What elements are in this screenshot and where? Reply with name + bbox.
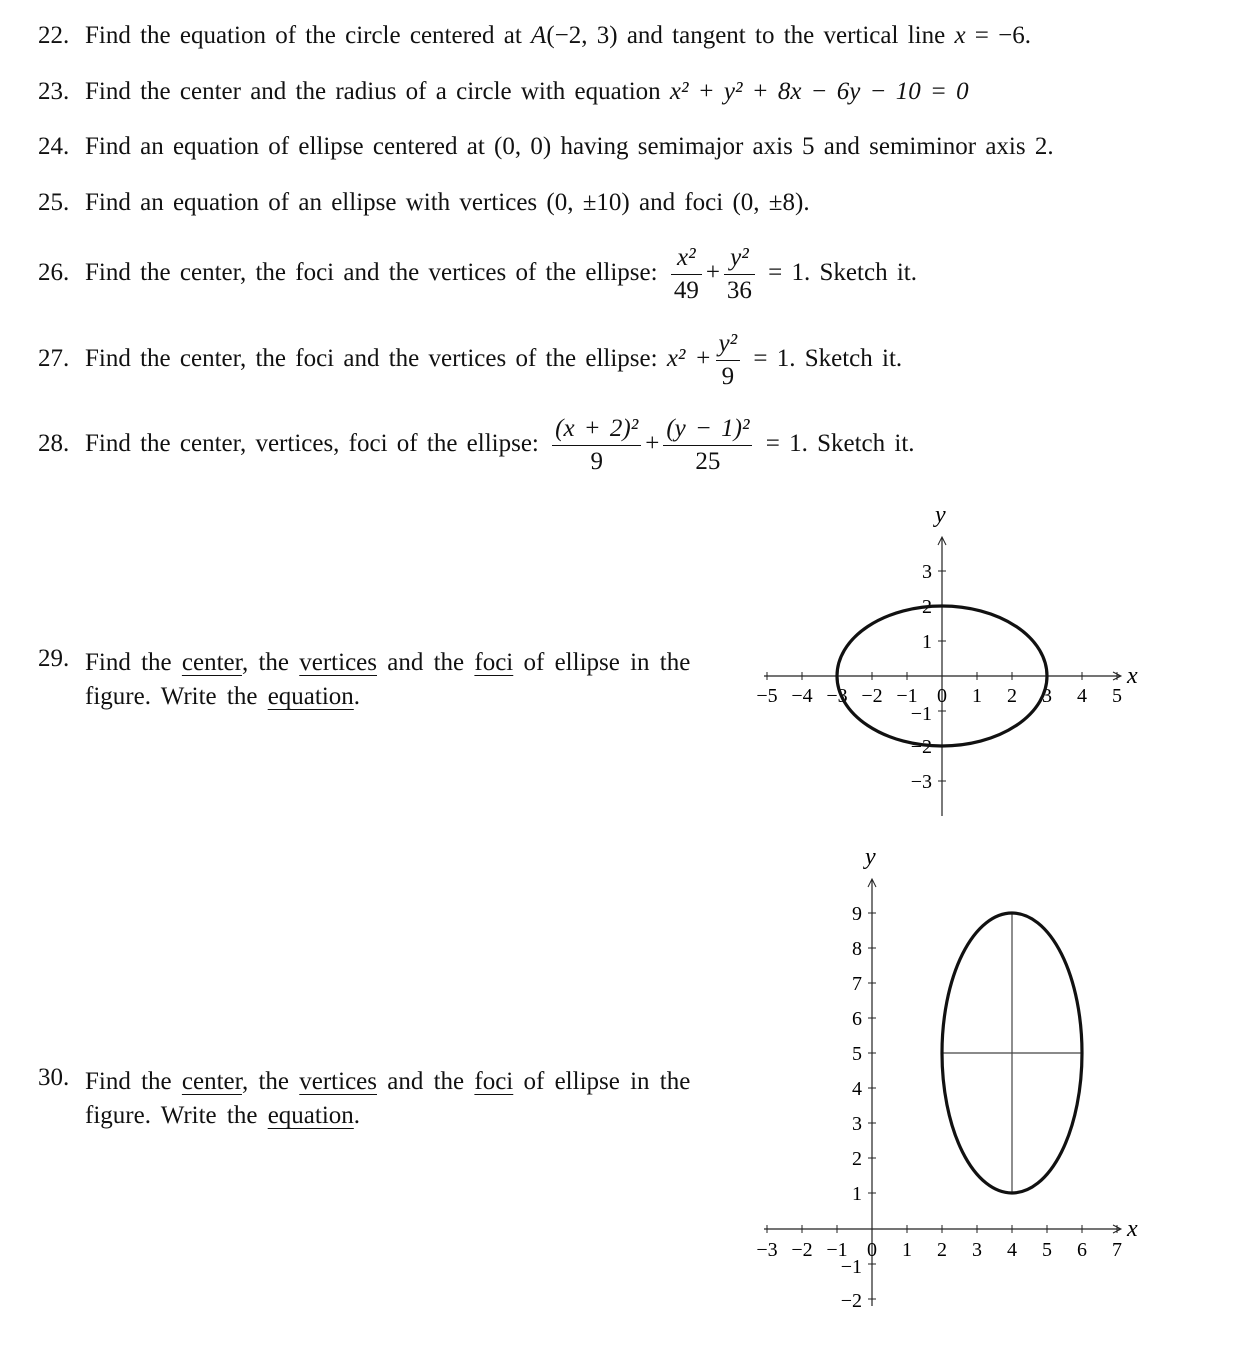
underlined-word: vertices [299, 1068, 377, 1095]
underlined-word: equation [267, 683, 354, 710]
y-tick-label: 8 [852, 938, 862, 960]
x-tick-label: 0 [937, 685, 947, 707]
y-tick-label: −3 [910, 771, 932, 793]
x-tick-label: −1 [896, 685, 918, 707]
problem-number: 30. [38, 1064, 70, 1091]
x-tick-label: −1 [826, 1239, 848, 1261]
y-tick-label: −2 [910, 736, 932, 758]
y-tick-label: 9 [852, 903, 862, 925]
x-tick-label: 0 [867, 1239, 877, 1261]
x-axis-label: x [1127, 663, 1138, 689]
problem-text: = −6. [965, 22, 1031, 49]
y-tick-label: 3 [922, 561, 932, 583]
x-axis-label: x [1127, 1216, 1138, 1242]
x-tick-label: 1 [972, 685, 982, 707]
y-tick-label: 1 [922, 631, 932, 653]
denominator: 25 [695, 448, 721, 475]
math-var: x [954, 22, 966, 49]
text-run: . [353, 683, 361, 710]
y-tick-label: 2 [922, 596, 932, 618]
y-tick-label: −2 [840, 1290, 862, 1312]
text-run: , the [241, 1068, 300, 1095]
problem-text: Find the center, vertices, foci of the ellipse: [85, 430, 539, 458]
y-tick-label: 5 [852, 1043, 862, 1065]
x-tick-label: 3 [972, 1239, 982, 1261]
problem-text: Find the center, the foci and the vertices of the ellipse: [85, 259, 658, 287]
x-tick-labels [756, 685, 1122, 707]
problem-number: 27. [38, 345, 70, 373]
y-axis-label: y [935, 502, 946, 528]
problem-text: = 1. Sketch it. [753, 345, 903, 373]
numerator: (x + 2)² [552, 413, 641, 446]
y-tick-label: 3 [852, 1113, 862, 1135]
underlined-word: foci [474, 649, 514, 676]
x-tick-label: −3 [826, 685, 848, 707]
problem-number: 23. [38, 78, 70, 105]
x-tick-label: −4 [791, 685, 813, 707]
x-tick-label: 5 [1042, 1239, 1052, 1261]
problem-number: 26. [38, 259, 70, 287]
text-run: of ellipse in the figure. Write the [85, 649, 691, 710]
denominator: 49 [673, 277, 699, 304]
figure-29 [756, 502, 1138, 816]
underlined-word: center [181, 1068, 242, 1095]
x-tick-label: 6 [1077, 1239, 1087, 1261]
x-tick-label: 4 [1007, 1239, 1017, 1261]
y-tick-label: −1 [910, 703, 932, 725]
denominator: 9 [590, 448, 603, 475]
problem-text: Find the center and the radius of a circle with equation [85, 78, 670, 105]
x-tick-label: −2 [791, 1239, 813, 1261]
y-tick-label: −1 [840, 1256, 862, 1278]
text-run: Find the [85, 1068, 182, 1095]
figure-30 [756, 844, 1138, 1312]
problem-text: = 1. Sketch it. [768, 259, 917, 287]
underlined-word: center [181, 649, 242, 676]
underlined-word: foci [474, 1068, 514, 1095]
y-tick-label: 4 [852, 1078, 862, 1100]
problem-number: 25. [38, 189, 70, 216]
numerator: x² [671, 242, 702, 275]
underlined-word: equation [267, 1102, 354, 1129]
denominator: 36 [726, 277, 752, 304]
numerator: y² [724, 242, 755, 275]
x-tick-label: −2 [861, 685, 883, 707]
y-tick-label: 2 [852, 1148, 862, 1170]
text-run: and the [377, 649, 475, 676]
equation: x² + [666, 345, 712, 373]
x-tick-label: 7 [1112, 1239, 1122, 1261]
x-tick-label: 1 [902, 1239, 912, 1261]
problem-text: (−2, 3) and tangent to the vertical line [546, 22, 955, 49]
problem-number: 28. [38, 430, 70, 458]
text-run: of ellipse in the figure. Write the [85, 1068, 691, 1129]
y-tick-labels [911, 561, 932, 793]
x-tick-label: 2 [1007, 685, 1017, 707]
math-var: A [531, 22, 547, 49]
problem-number: 22. [38, 22, 70, 49]
x-tick-label: 3 [1042, 685, 1052, 707]
equation: x² + y² + 8x − 6y − 10 = 0 [669, 78, 969, 105]
x-tick-label: 4 [1077, 685, 1087, 707]
x-tick-labels [756, 1239, 1122, 1261]
x-tick-label: −5 [756, 685, 778, 707]
numerator: y² [716, 328, 741, 361]
problem-text: Find the equation of the circle centered at [85, 22, 532, 49]
x-tick-label: 2 [937, 1239, 947, 1261]
text-run: and the [377, 1068, 475, 1095]
problem-text: Find an equation of ellipse centered at (0, 0) having semimajor axis 5 and semiminor axis 2. [85, 133, 1054, 160]
y-tick-label: 1 [852, 1183, 862, 1205]
y-tick-label: 7 [852, 973, 862, 995]
text-run: . [353, 1102, 361, 1129]
denominator: 9 [721, 363, 735, 390]
problem-text: = 1. Sketch it. [765, 430, 915, 458]
y-axis-label: y [865, 844, 876, 870]
problem-number: 24. [38, 133, 70, 160]
numerator: (y − 1)² [663, 413, 752, 446]
text-run: Find the [85, 649, 182, 676]
text-run: , the [241, 649, 300, 676]
y-tick-label: 6 [852, 1008, 862, 1030]
problem-text: Find an equation of an ellipse with vertices (0, ±10) and foci (0, ±8). [85, 189, 810, 216]
plus-sign: + [705, 259, 720, 287]
underlined-word: vertices [299, 649, 377, 676]
plus-sign: + [645, 430, 660, 458]
problem-text: Find the center, the foci and the vertices of the ellipse: [85, 345, 658, 373]
x-tick-label: 5 [1112, 685, 1122, 707]
x-tick-label: −3 [756, 1239, 778, 1261]
problem-number: 29. [38, 645, 70, 672]
